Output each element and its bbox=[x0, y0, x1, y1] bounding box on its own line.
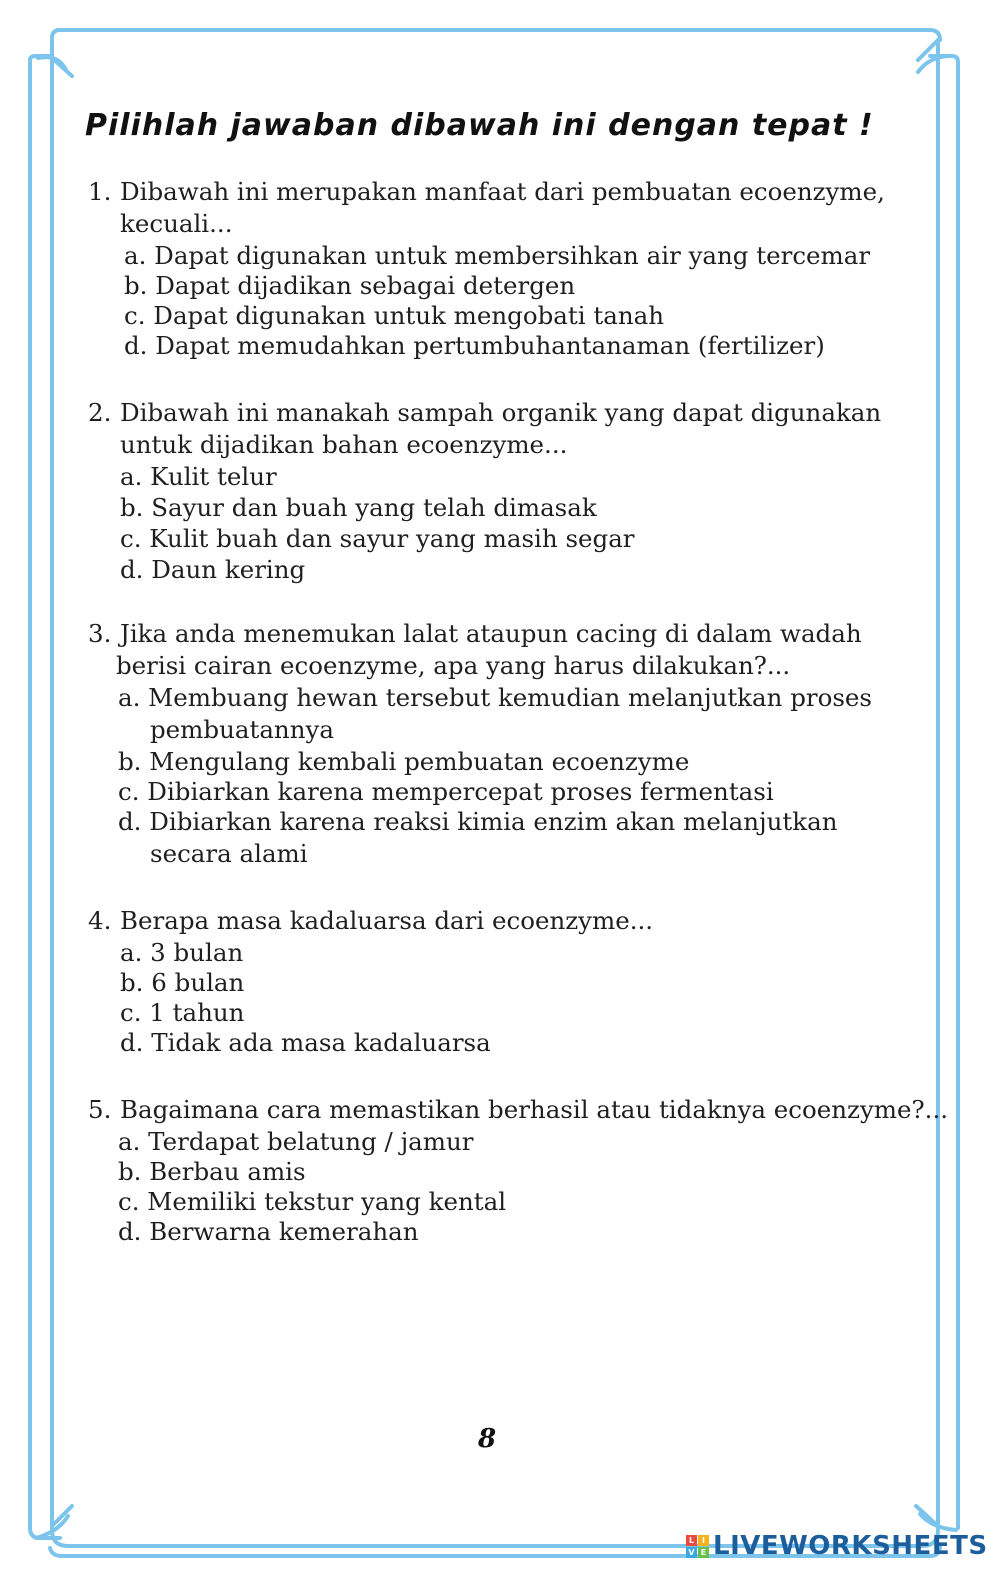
answer-option-d[interactable]: d. Dapat memudahkan pertumbuhantanaman (fertilizer) bbox=[124, 331, 825, 360]
question-stem-line: Dibawah ini manakah sampah organik yang dapat digunakan bbox=[120, 398, 882, 427]
answer-option-a[interactable]: a. Dapat digunakan untuk membersihkan air yang tercemar bbox=[124, 241, 871, 270]
question-number: 5. bbox=[88, 1095, 112, 1124]
answer-option-c[interactable]: c. Kulit buah dan sayur yang masih segar bbox=[120, 524, 635, 553]
question-stem-line: kecuali... bbox=[120, 209, 233, 238]
page-title: Pilihlah jawaban dibawah ini dengan tepat ! bbox=[85, 108, 874, 143]
question-stem-line: Jika anda menemukan lalat ataupun cacing di dalam wadah bbox=[120, 619, 862, 648]
answer-option-a[interactable]: a. Kulit telur bbox=[120, 462, 277, 491]
liveworksheets-logo-icon bbox=[686, 1535, 709, 1558]
question-3 bbox=[88, 618, 872, 870]
watermark-text: LIVEWORKSHEETS bbox=[713, 1531, 988, 1561]
answer-option-c[interactable]: c. Dibiarkan karena mempercepat proses fermentasi bbox=[118, 777, 774, 806]
question-stem-line: Berapa masa kadaluarsa dari ecoenzyme... bbox=[120, 906, 654, 935]
question-1 bbox=[88, 176, 885, 362]
logo-letter: V bbox=[686, 1547, 697, 1558]
question-stem-line: untuk dijadikan bahan ecoenzyme... bbox=[120, 430, 568, 459]
question-stem-line: Bagaimana cara memastikan berhasil atau tidaknya ecoenzyme?... bbox=[120, 1095, 949, 1124]
answer-option-b[interactable]: b. Mengulang kembali pembuatan ecoenzyme bbox=[118, 747, 690, 776]
question-4 bbox=[88, 905, 653, 1059]
answer-option-d[interactable]: d. Berwarna kemerahan bbox=[118, 1217, 419, 1246]
question-stem-line: Dibawah ini merupakan manfaat dari pembuatan ecoenzyme, bbox=[120, 177, 885, 206]
answer-option-d-continued[interactable]: secara alami bbox=[150, 839, 308, 868]
answer-option-b[interactable]: b. Sayur dan buah yang telah dimasak bbox=[120, 493, 597, 522]
answer-option-c[interactable]: c. 1 tahun bbox=[120, 998, 245, 1027]
answer-option-c[interactable]: c. Dapat digunakan untuk mengobati tanah bbox=[124, 301, 664, 330]
answer-option-a-continued[interactable]: pembuatannya bbox=[150, 715, 334, 744]
answer-option-b[interactable]: b. Berbau amis bbox=[118, 1157, 306, 1186]
logo-letter: E bbox=[698, 1547, 709, 1558]
logo-letter: I bbox=[698, 1535, 709, 1546]
answer-option-b[interactable]: b. 6 bulan bbox=[120, 968, 245, 997]
question-number: 1. bbox=[88, 177, 112, 206]
answer-option-c[interactable]: c. Memiliki tekstur yang kental bbox=[118, 1187, 507, 1216]
answer-option-a[interactable]: a. 3 bulan bbox=[120, 938, 244, 967]
question-number: 4. bbox=[88, 906, 112, 935]
liveworksheets-watermark bbox=[686, 1531, 988, 1561]
logo-letter: L bbox=[686, 1535, 697, 1546]
answer-option-b[interactable]: b. Dapat dijadikan sebagai detergen bbox=[124, 271, 576, 300]
question-number: 2. bbox=[88, 398, 112, 427]
question-number: 3. bbox=[88, 619, 112, 648]
question-5 bbox=[88, 1094, 948, 1248]
page-number: 8 bbox=[478, 1424, 497, 1454]
answer-option-a[interactable]: a. Terdapat belatung / jamur bbox=[118, 1127, 474, 1156]
answer-option-d[interactable]: d. Tidak ada masa kadaluarsa bbox=[120, 1028, 491, 1057]
answer-option-d[interactable]: d. Dibiarkan karena reaksi kimia enzim akan melanjutkan bbox=[118, 807, 838, 836]
answer-option-d[interactable]: d. Daun kering bbox=[120, 555, 306, 584]
question-2 bbox=[88, 397, 881, 586]
answer-option-a[interactable]: a. Membuang hewan tersebut kemudian melanjutkan proses bbox=[118, 683, 872, 712]
question-stem-line: berisi cairan ecoenzyme, apa yang harus dilakukan?... bbox=[116, 651, 791, 680]
